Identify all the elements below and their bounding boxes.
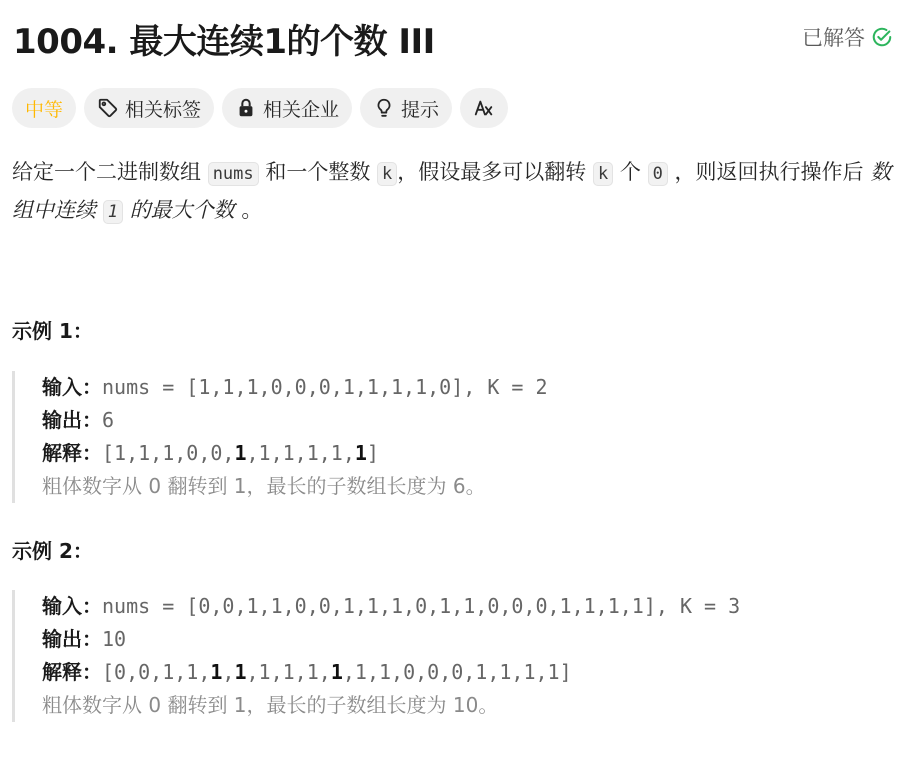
explain-label: 解释： <box>42 660 102 684</box>
tag-bar <box>12 88 508 128</box>
example-2-explain-bold: 1 <box>210 660 223 684</box>
example-2-explain-part: , <box>222 660 235 684</box>
problem-title: 1004. 最大连续1的个数 III <box>13 22 435 62</box>
code-k-2: k <box>593 162 613 186</box>
hint-label: 提示 <box>401 98 440 121</box>
code-nums: nums <box>208 162 259 186</box>
input-label: 输入： <box>42 594 102 618</box>
output-label: 输出： <box>42 627 102 651</box>
desc-text-5: ，则返回执行操作后 <box>674 160 864 184</box>
explain-label: 解释： <box>42 441 102 465</box>
hint-button[interactable] <box>360 88 452 128</box>
example-1-title: 示例 1： <box>12 319 93 343</box>
related-tags-button[interactable] <box>84 88 214 128</box>
example-2-explain-bold: 1 <box>234 660 247 684</box>
example-2-output-line <box>42 623 892 656</box>
example-1-explain-part: ,1,1,1,1, <box>246 441 355 465</box>
example-2-explain-bold: 1 <box>330 660 343 684</box>
example-1-output: 6 <box>102 408 115 432</box>
example-1-explain-part: [1,1,1,0,0, <box>102 441 235 465</box>
example-2-explain-part: [0,0,1,1, <box>102 660 211 684</box>
example-1-explain-bold: 1 <box>354 441 367 465</box>
example-2-explain-part: ,1,1,1, <box>246 660 331 684</box>
desc-text-1: 给定一个二进制数组 <box>12 160 201 184</box>
example-1-explain-line <box>42 437 892 470</box>
desc-text-6: 。 <box>241 198 263 222</box>
example-2-explain-line <box>42 656 892 689</box>
solved-label: 已解答 <box>802 26 865 50</box>
related-companies-button[interactable] <box>222 88 352 128</box>
example-1-explain-part: ] <box>366 441 379 465</box>
example-2-note: 粗体数字从 0 翻转到 1，最长的子数组长度为 10。 <box>42 693 499 717</box>
solved-status <box>802 22 893 52</box>
code-k: k <box>377 162 397 186</box>
related-tags-label: 相关标签 <box>125 98 202 121</box>
related-companies-label: 相关企业 <box>263 98 340 121</box>
code-one: 1 <box>103 200 123 224</box>
example-1-input-line <box>42 371 892 404</box>
problem-description <box>12 154 902 230</box>
translate-icon <box>473 97 495 119</box>
example-2-block <box>12 590 892 722</box>
desc-emphasis-1: 数组中连续 <box>12 160 892 222</box>
desc-text-4: 个 <box>619 160 641 184</box>
example-1-input: nums = [1,1,1,0,0,0,1,1,1,1,0], K = 2 <box>102 375 548 399</box>
input-label: 输入： <box>42 375 102 399</box>
translate-button[interactable] <box>460 88 508 128</box>
example-2-input-line <box>42 590 892 623</box>
check-circle-icon <box>871 26 893 48</box>
example-2-input: nums = [0,0,1,1,0,0,1,1,1,0,1,1,0,0,0,1,1,1,1], K = 3 <box>102 594 741 618</box>
tag-icon <box>97 97 119 119</box>
example-1-explain-bold: 1 <box>234 441 247 465</box>
code-zero: 0 <box>648 162 668 186</box>
example-1-output-line <box>42 404 892 437</box>
example-2-output: 10 <box>102 627 127 651</box>
desc-text-2: 和一个整数 <box>265 160 371 184</box>
desc-text-3: ，假设最多可以翻转 <box>397 160 587 184</box>
example-1-block <box>12 371 892 503</box>
difficulty-label: 中等 <box>25 98 64 121</box>
difficulty-badge[interactable] <box>12 88 76 128</box>
desc-emphasis-2: 的最大个数 <box>129 198 235 222</box>
example-2-explain-part: ,1,1,0,0,0,1,1,1,1] <box>342 660 572 684</box>
lock-icon <box>235 97 257 119</box>
example-2-title: 示例 2： <box>12 539 93 563</box>
output-label: 输出： <box>42 408 102 432</box>
example-1-note: 粗体数字从 0 翻转到 1，最长的子数组长度为 6。 <box>42 474 486 498</box>
lightbulb-icon <box>373 97 395 119</box>
